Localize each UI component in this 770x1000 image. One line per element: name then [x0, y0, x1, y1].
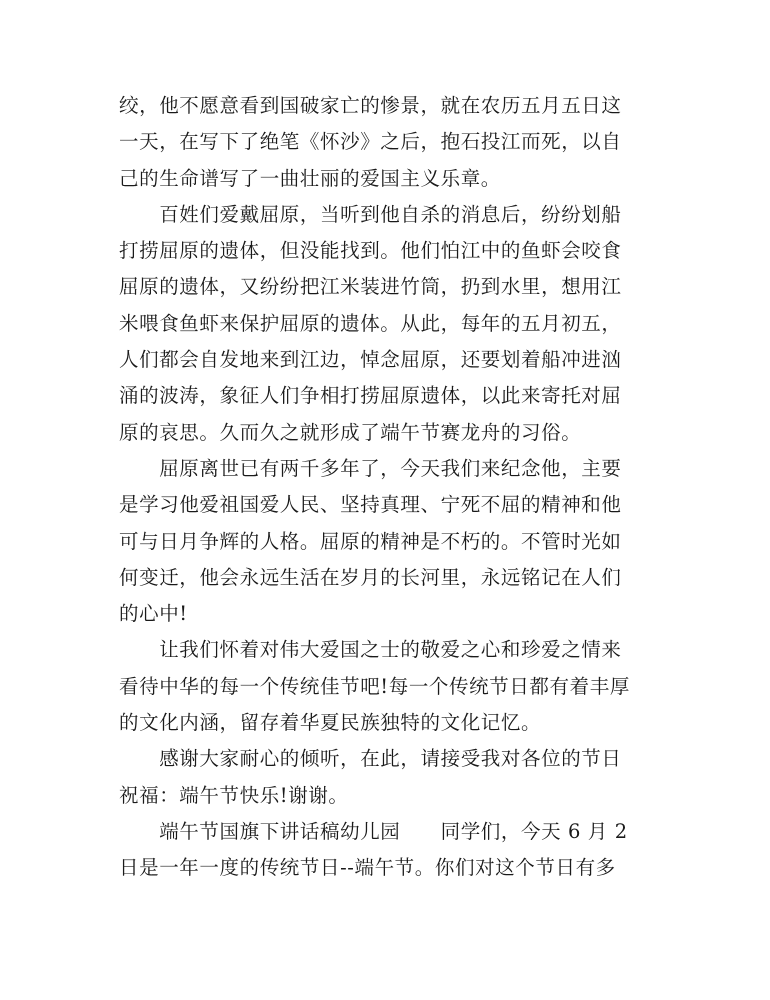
text-line: 何变迁，他会永远生活在岁月的长河里，永远铭记在人们	[119, 565, 622, 589]
text-line: 涌的波涛，象征人们争相打捞屈原遗体，以此来寄托对屈	[119, 384, 622, 408]
text-line: 日是一年一度的传统节日--端午节。你们对这个节日有多	[119, 856, 616, 880]
text-line: 屈原离世已有两千多年了，今天我们来纪念他，主要	[119, 456, 622, 480]
text-line: 打捞屈原的遗体，但没能找到。他们怕江中的鱼虾会咬食	[119, 239, 622, 263]
text-line: 人们都会自发地来到江边，悼念屈原，还要划着船冲进汹	[119, 348, 622, 372]
text-line: 可与日月争辉的人格。屈原的精神是不朽的。不管时光如	[119, 529, 622, 553]
text-line: 绞，他不愿意看到国破家亡的惨景，就在农历五月五日这	[119, 94, 622, 117]
text-line: 祝福：端午节快乐!谢谢。	[119, 783, 349, 807]
text-line: 的心中!	[119, 602, 188, 626]
text-line: 米喂食鱼虾来保护屈原的遗体。从此，每年的五月初五，	[119, 311, 622, 335]
text-line: 原的哀思。久而久之就形成了端午节赛龙舟的习俗。	[119, 420, 582, 444]
text-line: 的文化内涵，留存着华夏民族独特的文化记忆。	[119, 711, 542, 735]
text-line: 屈原的遗体，又纷纷把江米装进竹筒，扔到水里，想用江	[119, 275, 622, 299]
text-line: 一天，在写下了绝笔《怀沙》之后，抱石投江而死，以自	[119, 130, 622, 154]
text-line: 百姓们爱戴屈原，当听到他自杀的消息后，纷纷划船	[119, 202, 622, 226]
text-line: 让我们怀着对伟大爱国之士的敬爱之心和珍爱之情来	[119, 638, 622, 662]
document-body	[119, 88, 659, 887]
text-line: 是学习他爱祖国爱人民、坚持真理、宁死不屈的精神和他	[119, 493, 622, 517]
text-line: 端午节国旗下讲话稿幼儿园 同学们，今天 6 月 2	[119, 819, 628, 843]
text-line: 看待中华的每一个传统佳节吧!每一个传统节日都有着丰厚	[119, 674, 630, 698]
text-line: 己的生命谱写了一曲壮丽的爱国主义乐章。	[119, 166, 501, 190]
text-line: 感谢大家耐心的倾听，在此，请接受我对各位的节日	[119, 747, 622, 771]
